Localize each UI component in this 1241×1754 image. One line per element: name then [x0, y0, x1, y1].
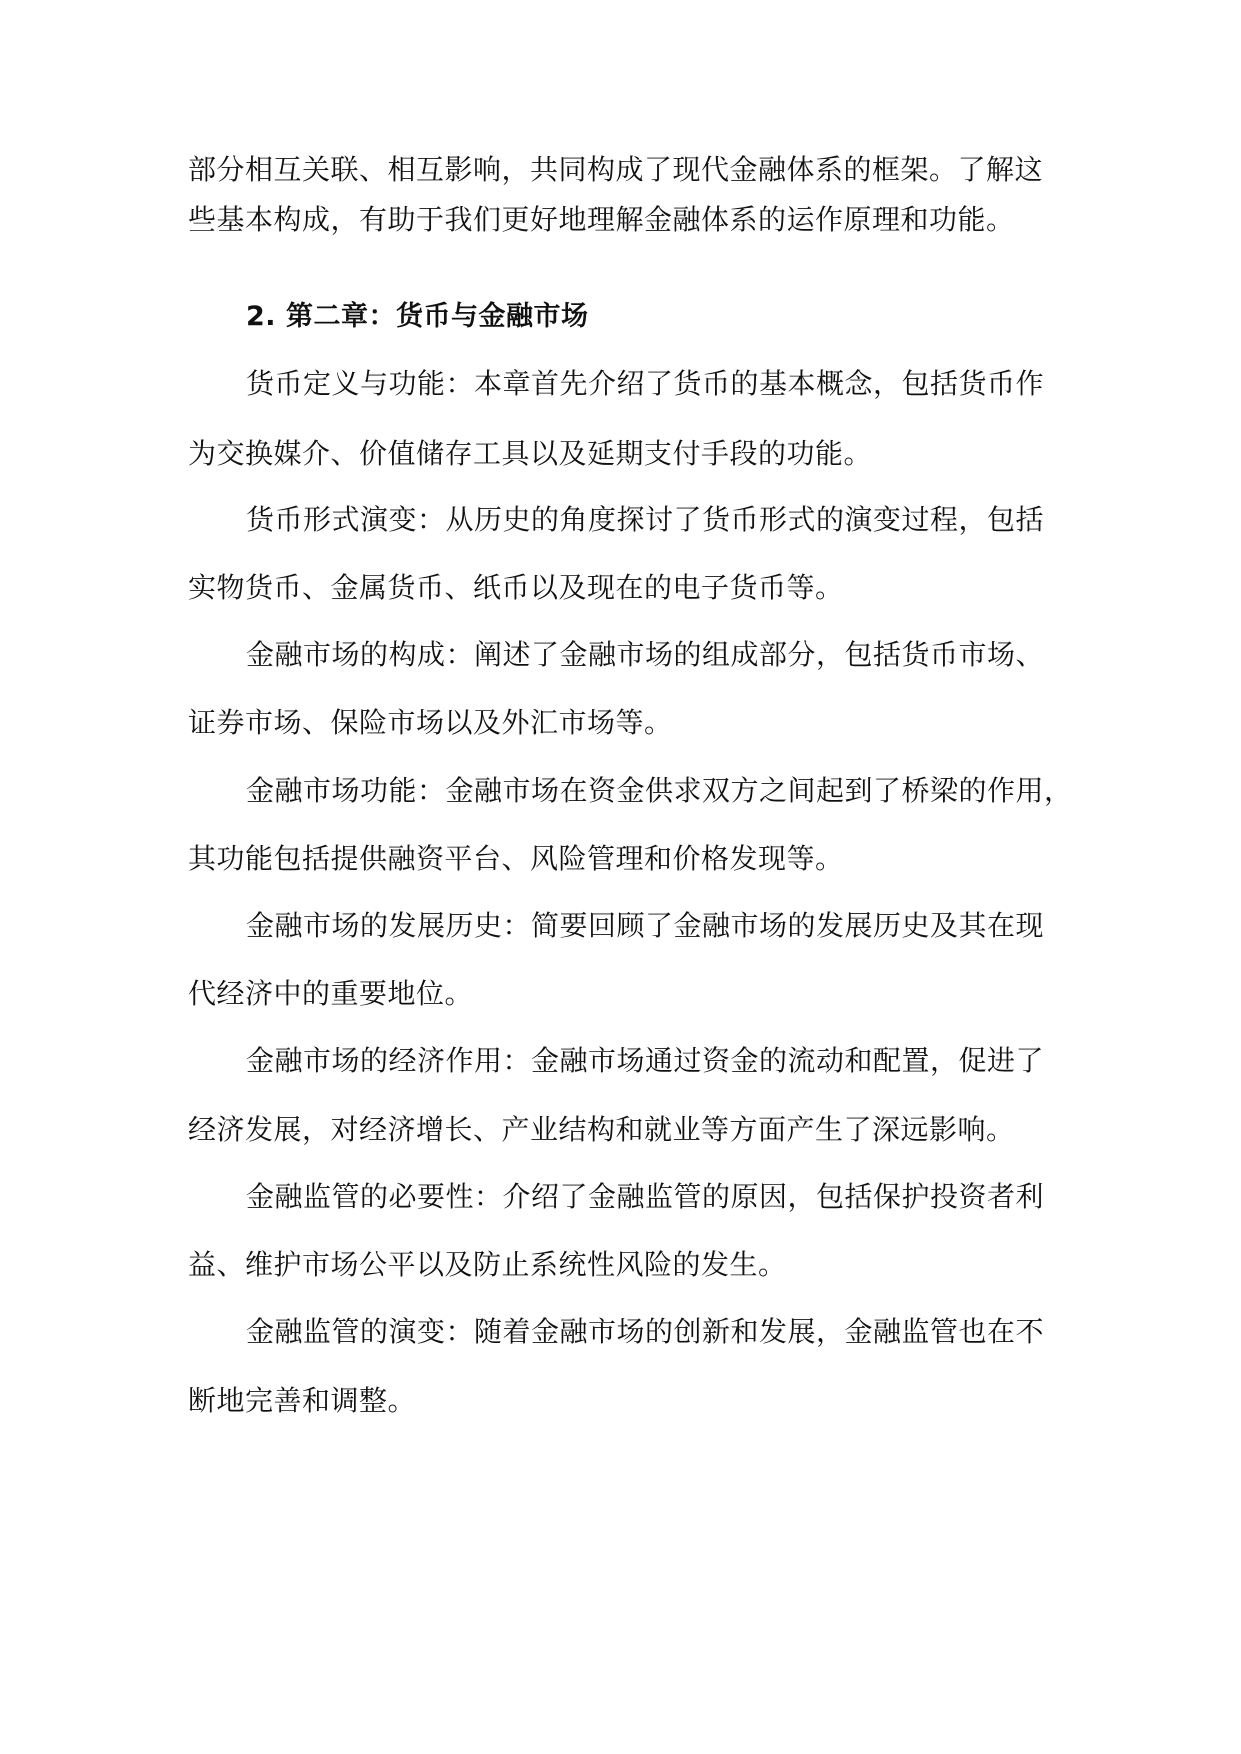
paragraph-line: 货币形式演变：从历史的角度探讨了货币形式的演变过程，包括	[246, 503, 1045, 536]
section-heading: 2. 第二章：货币与金融市场	[246, 301, 589, 332]
paragraph-line: 断地完善和调整。	[188, 1384, 417, 1417]
paragraph-line: 金融市场的构成：阐述了金融市场的组成部分，包括货币市场、	[246, 638, 1045, 671]
paragraph-line: 代经济中的重要地位。	[188, 977, 474, 1010]
paragraph-line: 金融市场功能：金融市场在资金供求双方之间起到了桥梁的作用，	[246, 774, 1073, 807]
paragraph-line: 金融市场的经济作用：金融市场通过资金的流动和配置，促进了	[246, 1044, 1045, 1077]
paragraph-line: 其功能包括提供融资平台、风险管理和价格发现等。	[188, 842, 844, 875]
paragraph-line: 金融监管的演变：随着金融市场的创新和发展，金融监管也在不	[246, 1315, 1045, 1348]
paragraph-line: 证券市场、保险市场以及外汇市场等。	[188, 706, 673, 739]
paragraph-line: 实物货币、金属货币、纸币以及现在的电子货币等。	[188, 571, 844, 604]
paragraph-line: 为交换媒介、价值储存工具以及延期支付手段的功能。	[188, 437, 873, 470]
paragraph-line: 些基本构成，有助于我们更好地理解金融体系的运作原理和功能。	[188, 203, 1015, 236]
paragraph-line: 经济发展，对经济增长、产业结构和就业等方面产生了深远影响。	[188, 1113, 1015, 1146]
paragraph-line: 货币定义与功能：本章首先介绍了货币的基本概念，包括货币作	[246, 367, 1045, 400]
paragraph-line: 部分相互关联、相互影响，共同构成了现代金融体系的框架。了解这	[188, 153, 1044, 186]
paragraph-line: 金融监管的必要性：介绍了金融监管的原因，包括保护投资者利	[246, 1180, 1045, 1213]
paragraph-line: 益、维护市场公平以及防止系统性风险的发生。	[188, 1248, 787, 1281]
paragraph-line: 金融市场的发展历史：简要回顾了金融市场的发展历史及其在现	[246, 909, 1045, 942]
